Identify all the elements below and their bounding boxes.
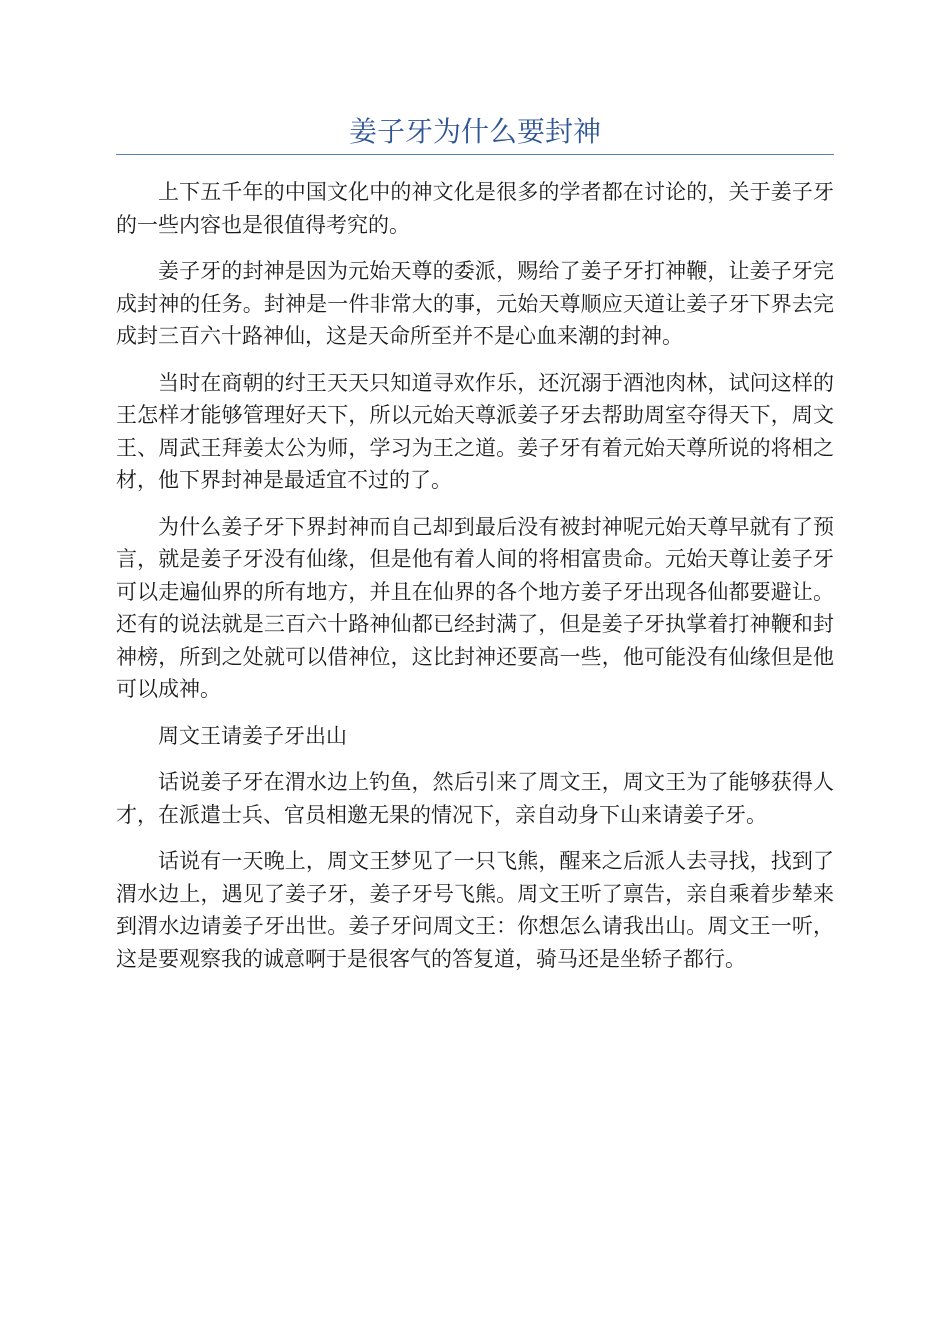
paragraph: 话说有一天晚上，周文王梦见了一只飞熊，醒来之后派人去寻找，找到了渭水边上，遇见了姜子牙，姜子牙号飞熊。周文王听了禀告，亲自乘着步辇来到渭水边请姜子牙出世。姜子牙问周文王：你想怎么请我出山。周文王一听，这是要观察我的诚意啊于是很客气的答复道，骑马还是坐轿子都行。 [116, 849, 834, 971]
document-title: 姜子牙为什么要封神 [348, 115, 601, 148]
paragraph: 上下五千年的中国文化中的神文化是很多的学者都在讨论的，关于姜子牙的一些内容也是很值得考究的。 [116, 180, 834, 237]
paragraph: 当时在商朝的纣王天天只知道寻欢作乐，还沉溺于酒池肉林，试问这样的王怎样才能够管理好天下，所以元始天尊派姜子牙去帮助周室夺得天下，周文王、周武王拜姜太公为师，学习为王之道。姜子牙有着元始天尊所说的将相之材，他下界封神是最适宜不过的了。 [116, 370, 834, 492]
document-body [116, 176, 834, 989]
section-heading: 周文王请姜子牙出山 [158, 723, 347, 748]
paragraph: 姜子牙的封神是因为元始天尊的委派，赐给了姜子牙打神鞭，让姜子牙完成封神的任务。封神是一件非常大的事，元始天尊顺应天道让姜子牙下界去完成封三百六十路神仙，这是天命所至并不是心血来潮的封神。 [116, 259, 834, 348]
paragraph: 话说姜子牙在渭水边上钓鱼，然后引来了周文王，周文王为了能够获得人才，在派遣士兵、官员相邀无果的情况下，亲自动身下山来请姜子牙。 [116, 770, 834, 827]
paragraph: 为什么姜子牙下界封神而自己却到最后没有被封神呢元始天尊早就有了预言，就是姜子牙没有仙缘，但是他有着人间的将相富贵命。元始天尊让姜子牙可以走遍仙界的所有地方，并且在仙界的各个地方姜子牙出现各仙都要避让。还有的说法就是三百六十路神仙都已经封满了，但是姜子牙执掌着打神鞭和封神榜，所到之处就可以借神位，这比封神还要高一些，他可能没有仙缘但是他可以成神。 [116, 514, 834, 701]
title-underline [116, 154, 834, 155]
